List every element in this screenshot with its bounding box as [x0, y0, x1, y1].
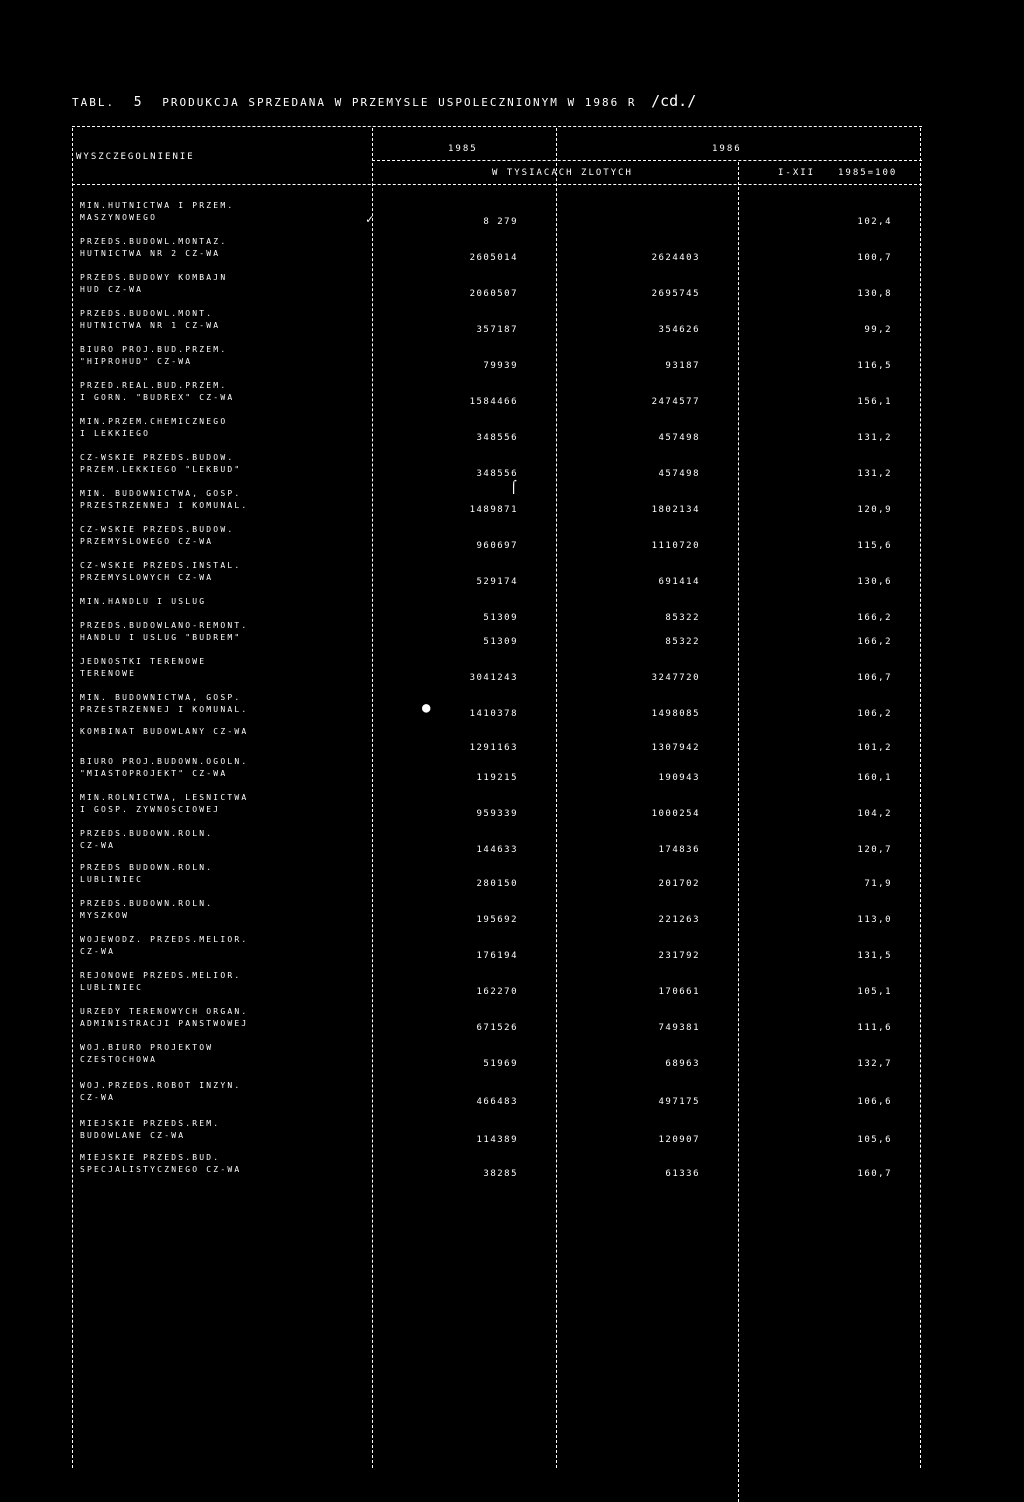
value-index: 120,9 — [857, 505, 892, 515]
value-1986: 221263 — [658, 915, 700, 925]
row-description: WOJEWODZ. PRZEDS.MELIOR. CZ-WA — [80, 935, 249, 956]
row-description: PRZED.REAL.BUD.PRZEM. I GORN. "BUDREX" CZ-WA — [80, 381, 235, 402]
table-row — [0, 1080, 1024, 1110]
value-1986: 120907 — [658, 1135, 700, 1145]
value-index: 104,2 — [857, 809, 892, 819]
value-1985: 280150 — [476, 879, 518, 889]
value-1985: 2060507 — [469, 289, 518, 299]
value-1985: 144633 — [476, 845, 518, 855]
value-1986: 457498 — [658, 433, 700, 443]
header-period: I-XII — [778, 168, 816, 178]
row-description: CZ-WSKIE PRZEDS.BUDOW. PRZEM.LEKKIEGO "LEKBUD" — [80, 453, 242, 474]
value-1986: 93187 — [665, 361, 700, 371]
value-1986: 1498085 — [651, 709, 700, 719]
value-index: 106,6 — [857, 1097, 892, 1107]
value-1985: 2605014 — [469, 253, 518, 263]
value-1986: 68963 — [665, 1059, 700, 1069]
table-row — [0, 792, 1024, 822]
table-row — [0, 656, 1024, 686]
value-index: 113,0 — [857, 915, 892, 925]
value-index: 101,2 — [857, 743, 892, 753]
value-1985: 348556 — [476, 433, 518, 443]
value-1986: 354626 — [658, 325, 700, 335]
table-row — [0, 524, 1024, 554]
header-description: WYSZCZEGOLNIENIE — [76, 152, 195, 162]
value-index: 71,9 — [864, 879, 892, 889]
row-description: PRZEDS BUDOWN.ROLN. LUBLINIEC — [80, 863, 214, 884]
table-row — [0, 416, 1024, 446]
value-index: 106,2 — [857, 709, 892, 719]
header-unit: W TYSIACACH ZLOTYCH — [492, 168, 633, 178]
value-1985: 114389 — [476, 1135, 518, 1145]
value-1985: 51969 — [483, 1059, 518, 1069]
table-title-continued: /cd./ — [651, 92, 697, 110]
value-index: 130,8 — [857, 289, 892, 299]
table-row — [0, 970, 1024, 1000]
value-1986: 2695745 — [651, 289, 700, 299]
value-1985: 8 279 — [483, 217, 518, 227]
table-row — [0, 560, 1024, 590]
table-row — [0, 1006, 1024, 1036]
pen-stroke: ⌠ — [510, 480, 518, 494]
value-index: 105,1 — [857, 987, 892, 997]
value-1985: 119215 — [476, 773, 518, 783]
value-1986: 1000254 — [651, 809, 700, 819]
value-1985: 1489871 — [469, 505, 518, 515]
row-description: PRZEDS.BUDOWL.MONT. HUTNICTWA NR 1 CZ-WA — [80, 309, 221, 330]
value-1986: 2474577 — [651, 397, 700, 407]
header-year-1985: 1985 — [448, 144, 478, 154]
value-index: 131,2 — [857, 469, 892, 479]
table-row — [0, 344, 1024, 374]
value-1986: 1307942 — [651, 743, 700, 753]
value-1985: 3041243 — [469, 673, 518, 683]
row-description: BIURO PROJ.BUDOWN.OGOLN. "MIASTOPROJEKT" CZ-WA — [80, 757, 249, 778]
table-row — [0, 726, 1024, 756]
value-1986: 497175 — [658, 1097, 700, 1107]
table-top-rule — [72, 126, 922, 127]
table-title-prefix: TABL. — [72, 96, 116, 109]
table-number: 5 — [133, 95, 144, 110]
ink-blot: ● — [422, 700, 431, 716]
value-1985: 195692 — [476, 915, 518, 925]
table-row — [0, 1118, 1024, 1148]
value-1986: 1110720 — [651, 541, 700, 551]
value-1985: 466483 — [476, 1097, 518, 1107]
value-index: 116,5 — [857, 361, 892, 371]
row-description: BIURO PROJ.BUD.PRZEM. "HIPROHUD" CZ-WA — [80, 345, 228, 366]
value-index: 115,6 — [857, 541, 892, 551]
value-index: 105,6 — [857, 1135, 892, 1145]
value-1986: 3247720 — [651, 673, 700, 683]
value-1986: 201702 — [658, 879, 700, 889]
value-index: 102,4 — [857, 217, 892, 227]
row-description: CZ-WSKIE PRZEDS.INSTAL. PRZEMYSLOWYCH CZ-WA — [80, 561, 242, 582]
table-row — [0, 272, 1024, 302]
row-description: REJONOWE PRZEDS.MELIOR. LUBLINIEC — [80, 971, 242, 992]
table-title — [72, 92, 696, 110]
row-description: PRZEDS.BUDOWLANO-REMONT. HANDLU I USLUG "BUDREM" — [80, 621, 249, 642]
value-1986: 170661 — [658, 987, 700, 997]
value-1986: 2624403 — [651, 253, 700, 263]
value-index: 106,7 — [857, 673, 892, 683]
table-title-text: PRODUKCJA SPRZEDANA W PRZEMYSLE USPOLECZNIONYM W 1986 R — [162, 96, 637, 109]
row-description: JEDNOSTKI TERENOWE TERENOWE — [80, 657, 207, 678]
value-1985: 51309 — [483, 637, 518, 647]
row-description: MIEJSKIE PRZEDS.BUD. SPECJALISTYCZNEGO CZ-WA — [80, 1153, 242, 1174]
table-row — [0, 1152, 1024, 1182]
value-1985: 1291163 — [469, 743, 518, 753]
value-1985: 960697 — [476, 541, 518, 551]
value-index: 99,2 — [864, 325, 892, 335]
row-description: KOMBINAT BUDOWLANY CZ-WA — [80, 727, 249, 736]
row-description: PRZEDS.BUDOWY KOMBAJN HUD CZ-WA — [80, 273, 228, 294]
table-row — [0, 308, 1024, 338]
row-description: MIN. BUDOWNICTWA, GOSP. PRZESTRZENNEJ I KOMUNAL. — [80, 489, 249, 510]
row-description: PRZEDS.BUDOWL.MONTAZ. HUTNICTWA NR 2 CZ-WA — [80, 237, 228, 258]
value-1985: 38285 — [483, 1169, 518, 1179]
table-row — [0, 692, 1024, 722]
row-description: MIN.HANDLU I USLUG — [80, 597, 207, 606]
value-1985: 162270 — [476, 987, 518, 997]
value-1986: 231792 — [658, 951, 700, 961]
value-1985: 1410378 — [469, 709, 518, 719]
header-mid-rule — [372, 160, 922, 161]
value-1985: 1584466 — [469, 397, 518, 407]
value-1985: 959339 — [476, 809, 518, 819]
value-1986: 1802134 — [651, 505, 700, 515]
table-row — [0, 200, 1024, 230]
table-row — [0, 236, 1024, 266]
value-1986: 691414 — [658, 577, 700, 587]
value-1986: 174836 — [658, 845, 700, 855]
header-index-base: 1985=100 — [838, 168, 898, 178]
value-index: 130,6 — [857, 577, 892, 587]
header-bottom-rule — [72, 184, 922, 185]
row-description: MIN. BUDOWNICTWA, GOSP. PRZESTRZENNEJ I KOMUNAL. — [80, 693, 249, 714]
value-index: 156,1 — [857, 397, 892, 407]
row-description: WOJ.PRZEDS.ROBOT INZYN. CZ-WA — [80, 1081, 242, 1102]
value-1985: 176194 — [476, 951, 518, 961]
value-1986: 85322 — [665, 637, 700, 647]
table-row — [0, 380, 1024, 410]
value-1986: 749381 — [658, 1023, 700, 1033]
value-1985: 671526 — [476, 1023, 518, 1033]
table-row — [0, 1042, 1024, 1072]
value-1985: 348556 — [476, 469, 518, 479]
value-index: 166,2 — [857, 637, 892, 647]
row-description: WOJ.BIURO PROJEKTOW CZESTOCHOWA — [80, 1043, 214, 1064]
row-description: MIN.PRZEM.CHEMICZNEGO I LEKKIEGO — [80, 417, 228, 438]
row-description: URZEDY TERENOWYCH ORGAN. ADMINISTRACJI PANSTWOWEJ — [80, 1007, 249, 1028]
value-1985: 79939 — [483, 361, 518, 371]
header-year-1986: 1986 — [712, 144, 742, 154]
value-index: 160,1 — [857, 773, 892, 783]
table-row — [0, 934, 1024, 964]
value-index: 100,7 — [857, 253, 892, 263]
table-row — [0, 620, 1024, 650]
table-row — [0, 452, 1024, 482]
row-description: MIN.ROLNICTWA, LESNICTWA I GOSP. ZYWNOSCIOWEJ — [80, 793, 249, 814]
handwritten-check-mark: ✓ — [366, 212, 374, 226]
value-1985: 357187 — [476, 325, 518, 335]
value-index: 131,2 — [857, 433, 892, 443]
row-description: CZ-WSKIE PRZEDS.BUDOW. PRZEMYSLOWEGO CZ-WA — [80, 525, 235, 546]
value-index: 131,5 — [857, 951, 892, 961]
value-index: 166,2 — [857, 613, 892, 623]
value-1985: 51309 — [483, 613, 518, 623]
value-1986: 61336 — [665, 1169, 700, 1179]
row-description: PRZEDS.BUDOWN.ROLN. MYSZKOW — [80, 899, 214, 920]
value-index: 120,7 — [857, 845, 892, 855]
row-description: MIN.HUTNICTWA I PRZEM. MASZYNOWEGO — [80, 201, 235, 222]
value-index: 160,7 — [857, 1169, 892, 1179]
table-row — [0, 898, 1024, 928]
table-row — [0, 828, 1024, 858]
table-row — [0, 862, 1024, 892]
row-description: MIEJSKIE PRZEDS.REM. BUDOWLANE CZ-WA — [80, 1119, 221, 1140]
value-1986: 457498 — [658, 469, 700, 479]
value-1985: 529174 — [476, 577, 518, 587]
row-description: PRZEDS.BUDOWN.ROLN. CZ-WA — [80, 829, 214, 850]
value-1986: 190943 — [658, 773, 700, 783]
value-index: 132,7 — [857, 1059, 892, 1069]
value-1986: 85322 — [665, 613, 700, 623]
value-index: 111,6 — [857, 1023, 892, 1033]
table-row — [0, 756, 1024, 786]
